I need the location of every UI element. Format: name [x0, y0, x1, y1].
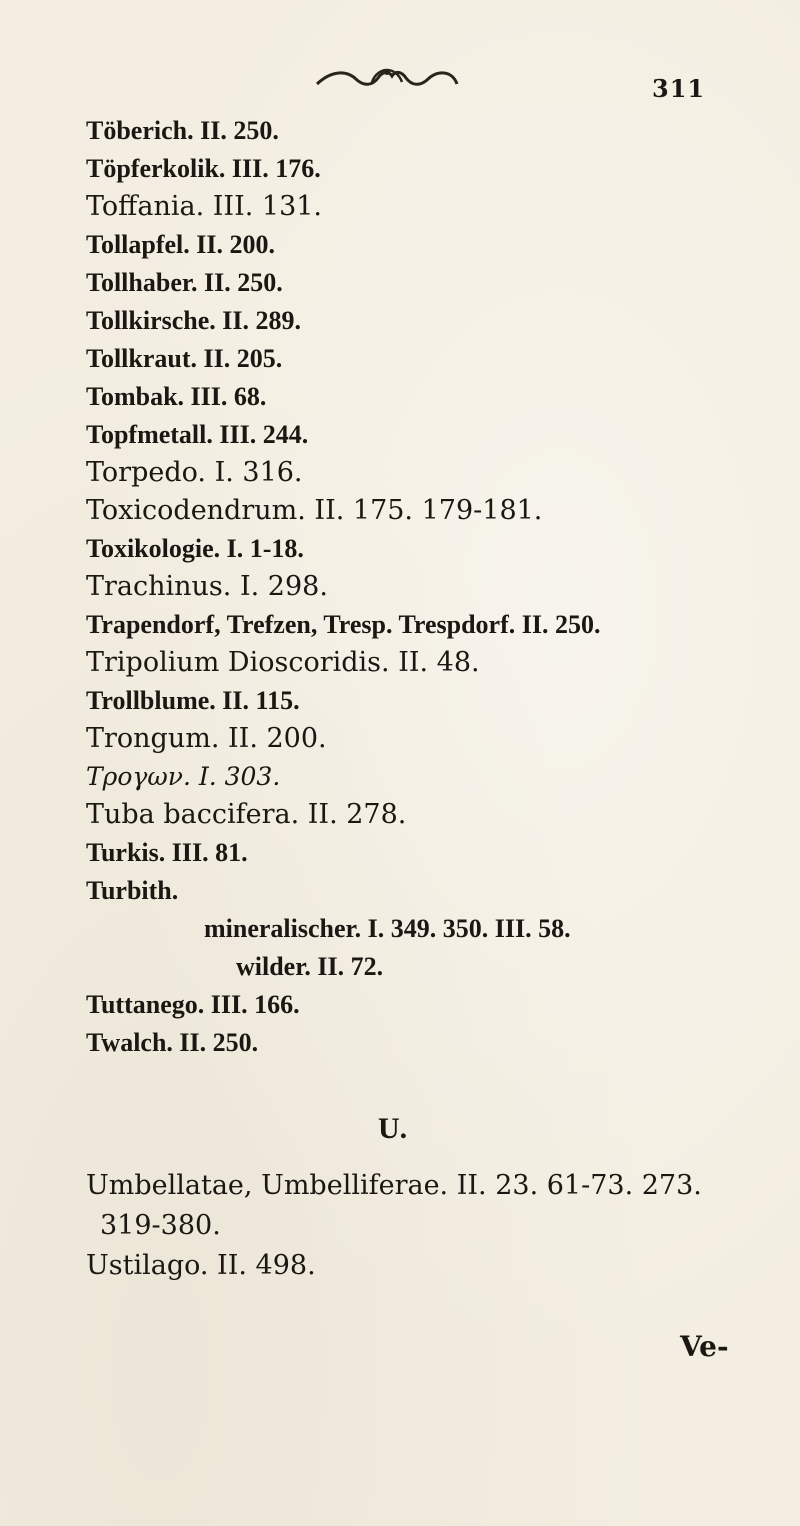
index-entry: Tombak. III. 68. [86, 382, 267, 411]
index-entry: Tollapfel. II. 200. [86, 230, 276, 259]
index-entry: Trachinus. I. 298. [86, 571, 328, 602]
index-entry: Töberich. II. 250. [86, 116, 279, 145]
index-entry: Torpedo. I. 316. [86, 457, 303, 488]
catchword: Ve- [680, 1330, 729, 1363]
index-entry: Trollblume. II. 115. [86, 686, 300, 715]
index-entry: Tuttanego. III. 166. [86, 990, 300, 1019]
index-entries-u [86, 1166, 786, 1286]
section-heading: U. [378, 1112, 408, 1145]
index-subentry: mineralischer. I. 349. 350. III. 58. [204, 914, 571, 943]
index-entry: Toxicodendrum. II. 175. 179-181. [86, 495, 543, 526]
index-entries [86, 112, 786, 1062]
page-number: 311 [652, 74, 706, 103]
index-entry: Toffania. III. 131. [86, 191, 323, 222]
index-entry: Ustilago. II. 498. [86, 1250, 316, 1281]
decorative-flourish-icon [312, 62, 462, 92]
index-entry: Trongum. II. 200. [86, 723, 327, 754]
index-entry: Tripolium Dioscoridis. II. 48. [86, 647, 480, 678]
index-entry: Twalch. II. 250. [86, 1028, 259, 1057]
index-entry: Tuba baccifera. II. 278. [86, 799, 407, 830]
index-entry: Umbellatae, Umbelliferae. II. 23. 61-73. 273. [86, 1170, 702, 1201]
index-entry: Tollkirsche. II. 289. [86, 306, 302, 335]
index-entry: Τρογων. I. 303. [86, 762, 281, 791]
index-entry-continuation: 319-380. [100, 1210, 221, 1241]
index-subentry: wilder. II. 72. [236, 952, 384, 981]
index-entry: Tollkraut. II. 205. [86, 344, 283, 373]
index-entry: Topfmetall. III. 244. [86, 420, 309, 449]
index-entry: Toxikologie. I. 1-18. [86, 534, 304, 563]
index-entry: Turbith. [86, 876, 179, 905]
index-entry: Trapendorf, Trefzen, Tresp. Trespdorf. II. 250. [86, 610, 601, 639]
index-entry: Tollhaber. II. 250. [86, 268, 283, 297]
index-entry: Töpferkolik. III. 176. [86, 154, 321, 183]
index-entry: Turkis. III. 81. [86, 838, 248, 867]
